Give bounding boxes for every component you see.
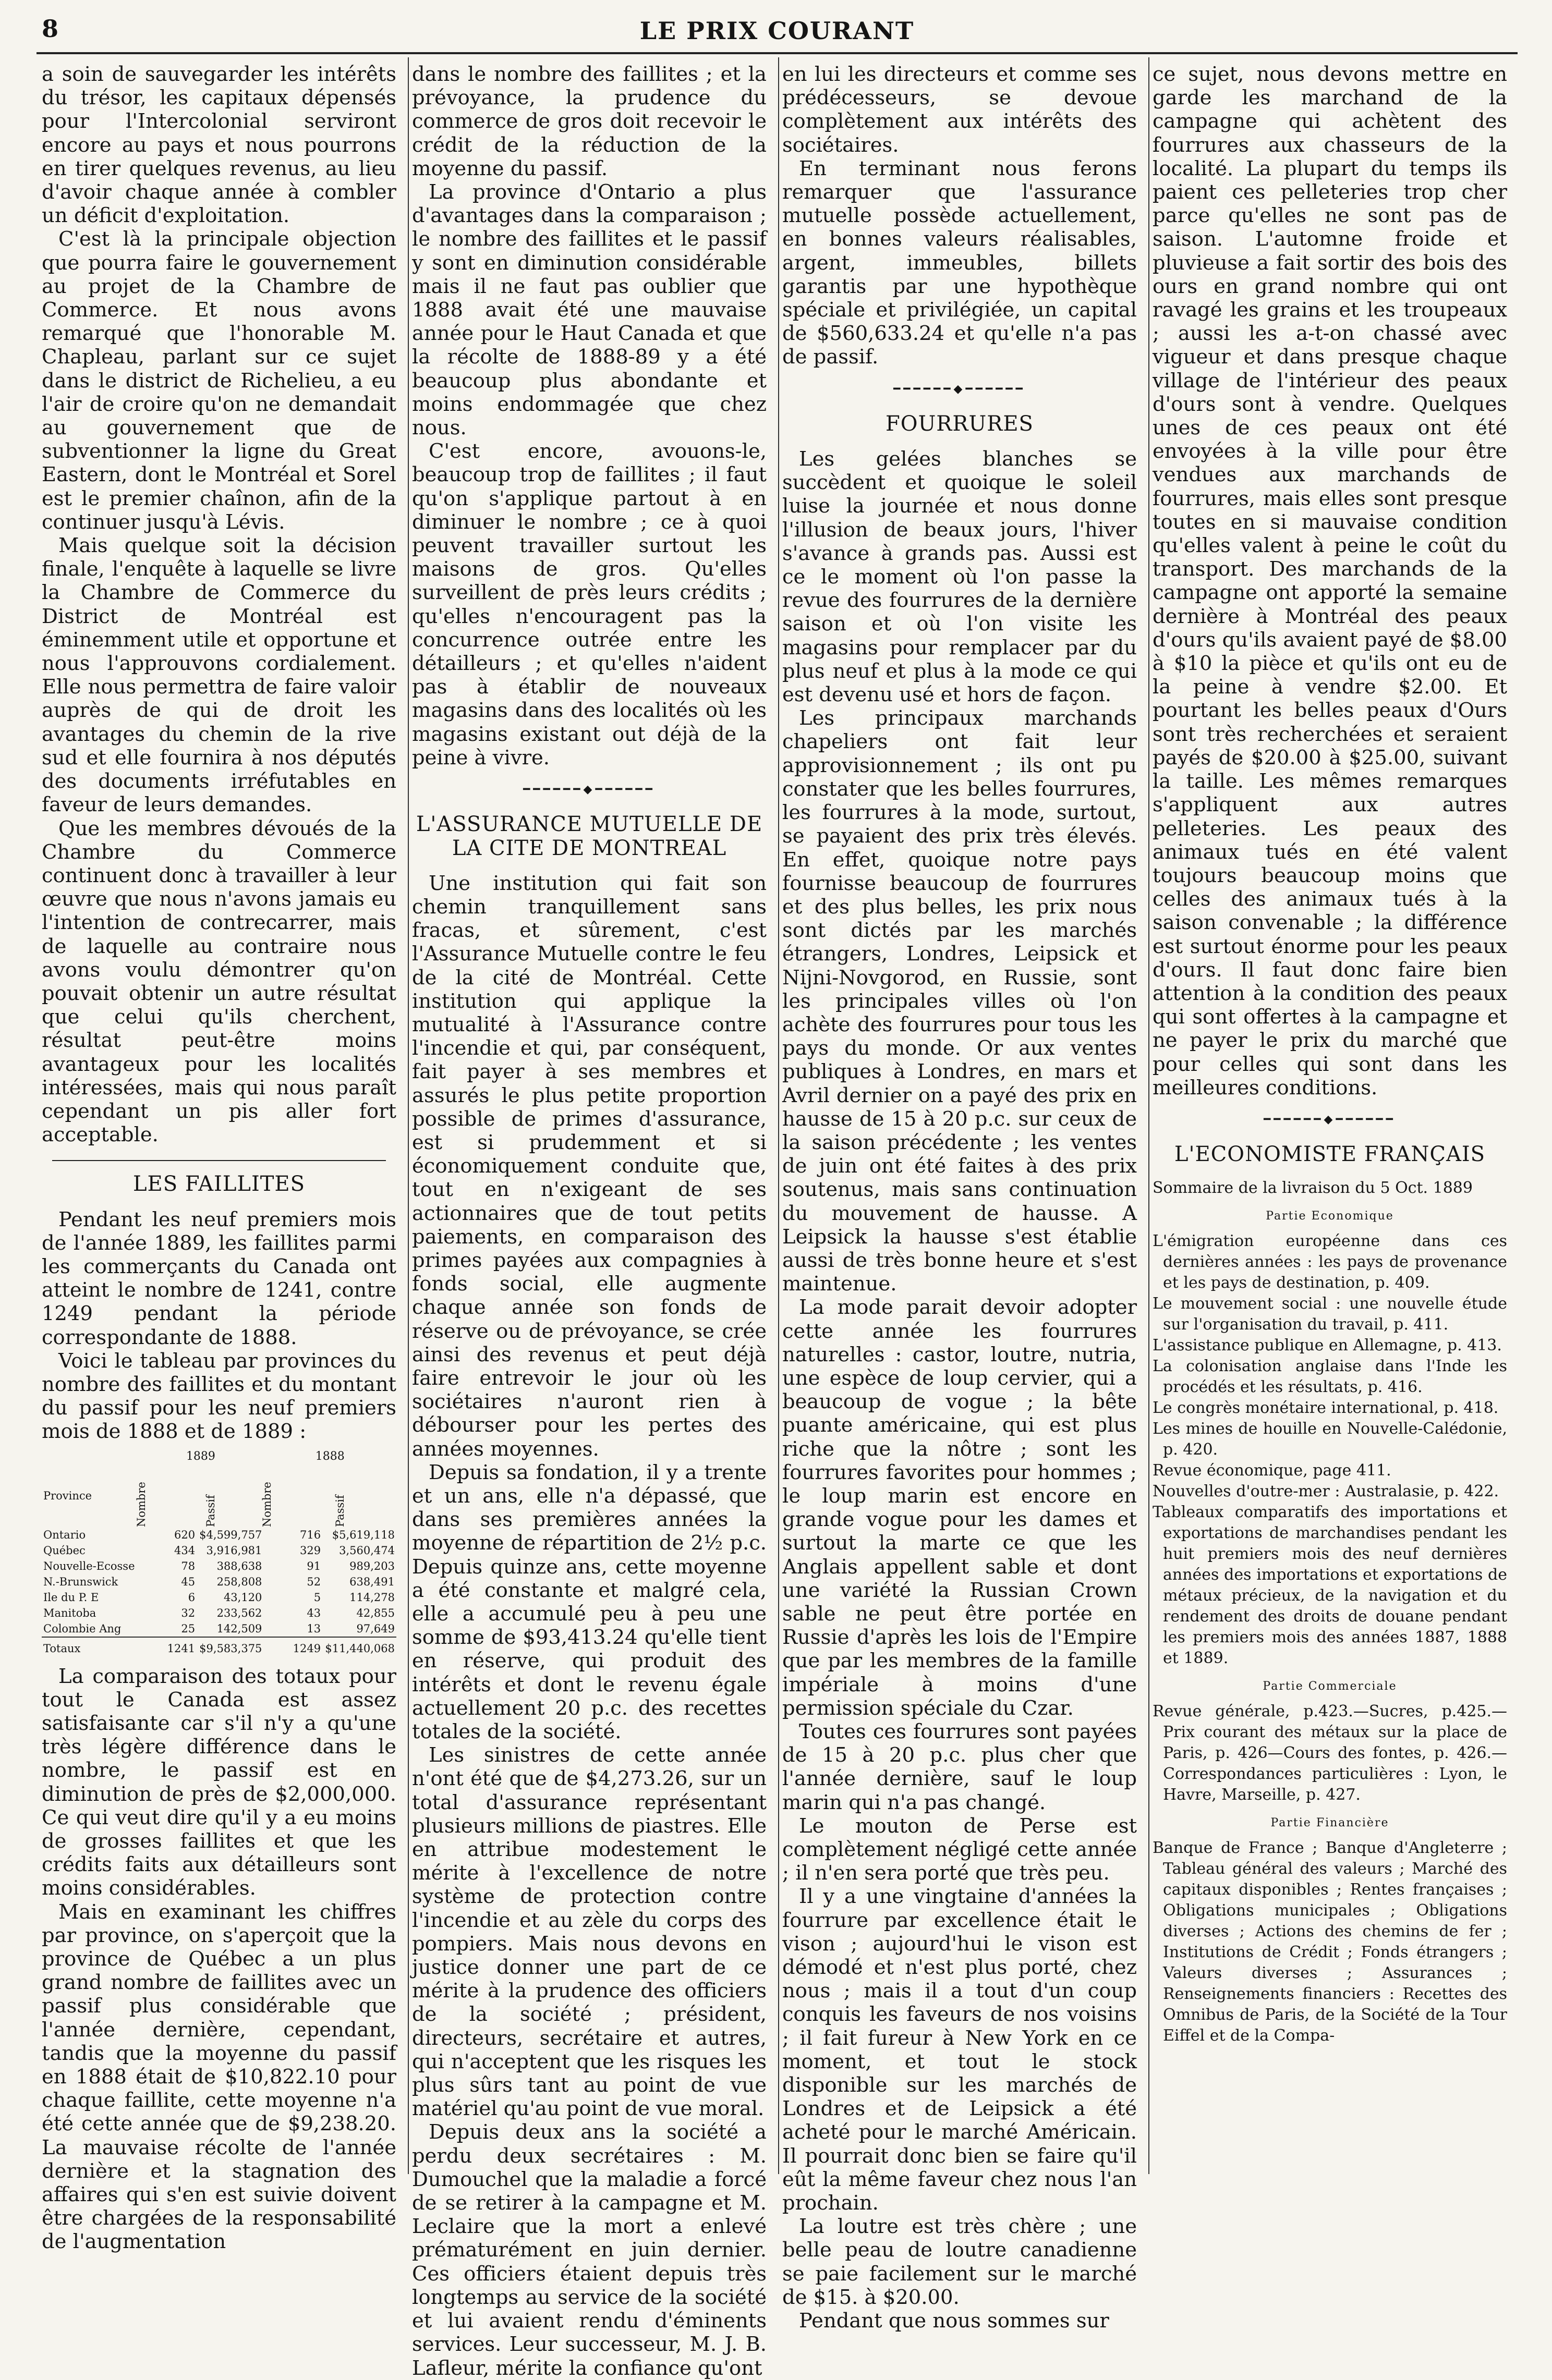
- section-heading-faillites: LES FAILLITES: [132, 1172, 306, 1197]
- cell-passif-1888: 989,203: [349, 1559, 395, 1572]
- subsection-financiere: Partie Financière: [1270, 1816, 1389, 1830]
- section-heading-assurance: L'ASSURANCE MUTUELLE DE LA CITE DE MONTREAL: [416, 812, 763, 860]
- summary-item: Les mines de houille en Nouvelle-Calédonie, p. 420.: [1153, 1420, 1507, 1459]
- column-4: [1153, 63, 1507, 2179]
- col-header-passif: Passif: [334, 1494, 347, 1527]
- table-row: [42, 1590, 396, 1605]
- paragraph: La mode parait devoir adopter cette année les fourrures naturelles : castor, loutre, nutria, une espèce de loup cervier, qui a beaucoup de vogue ; la bête puante américaine, qui est plus riche que la nôtre ; sont les fourrures favorites pour hommes ; le loup marin est encore en grande vogue pour les dames et surtout la marte ce que les Anglais appellent sable et dont une variété la Russian Crown sable ne peut être portée en Russie d'après les lois de l'Empire que par les membres de la famille impériale à moins d'une permission spéciale du Czar.: [782, 1296, 1137, 1720]
- ornament-divider: ━━━━━━◆━━━━━━: [1264, 1113, 1396, 1126]
- cell-passif-1888: 638,491: [349, 1575, 395, 1588]
- summary-item: Le mouvement social : une nouvelle étude sur l'organisation du travail, p. 411.: [1153, 1295, 1507, 1334]
- paragraph: La comparaison des totaux pour tout le Canada est assez satisfaisante car s'il n'y a qu'une très légère différence dans le nombre, le passif est en diminution de près de $2,000,000. Ce qui veut dire qu'il y a eu moins de grosses faillites et que les crédits faits aux détailleurs sont moins considérables.: [42, 1664, 396, 1900]
- cell-nombre-1888: 43: [307, 1606, 321, 1619]
- cell-province: Québec: [43, 1544, 86, 1557]
- cell-passif-1888: $5,619,118: [332, 1528, 395, 1541]
- cell-nombre-1889: 434: [174, 1544, 196, 1557]
- cell-province: Colombie Ang: [43, 1622, 122, 1635]
- summary-item: Revue générale, p.423.—Sucres, p.425.—Prix courant des métaux sur la place de Paris, p. 426—Cours des fontes, p. 426.—Correspondances particulières : Lyon, le Havre, Marseille, p. 427.: [1153, 1702, 1507, 1804]
- cell-nombre-1889: 32: [181, 1606, 196, 1619]
- paragraph: Depuis sa fondation, il y a trente et un ans, elle n'a dépassé, que dans ses premières années la moyenne de répartition de 2½ p.c. Depuis quinze ans, cette moyenne a été constante et malgré cela, elle a accumulé peu à peu une somme de $93,413.24 qu'elle tient en réserve, qui produit des intérêts et dont le revenu égale actuellement 20 p.c. des recettes totales de la société.: [412, 1460, 767, 1744]
- col-header-nombre: Nombre: [135, 1481, 148, 1527]
- cell-passif-1889: 258,808: [216, 1575, 262, 1588]
- cell-nombre-1888: 91: [307, 1559, 321, 1572]
- paragraph: Le mouton de Perse est complètement négligé cette année ; il n'en sera porté que très peu.: [782, 1814, 1137, 1885]
- cell-passif-1889: 233,562: [216, 1606, 262, 1619]
- table-row: [42, 1543, 396, 1558]
- paragraph: Depuis deux ans la société a perdu deux secrétaires : M. Dumouchel que la maladie a forcé de se retirer à la campagne et M. Leclaire que la mort a enlevé prématurément en juin dernier. Ces officiers étaient depuis très longtemps au service de la société et lui avaient rendu d'éminents services. Leur successeur, M. J. B. Lafleur, mérite la confiance qu'ont: [412, 2120, 767, 2380]
- cell-province: Manitoba: [43, 1606, 96, 1619]
- summary-item: Banque de France ; Banque d'Angleterre ; Tableau général des valeurs ; Marché des capitaux disponibles ; Rentes françaises ; Obligations municipales ; Obligations diverses ; Actions des chemins de fer ; Institutions de Crédit ; Fonds étrangers ; Valeurs diverses ; Assurances ; Renseignements financiers : Recettes des Omnibus de Paris, de la Société de la Tour Eiffel et de la Compa-: [1153, 1839, 1507, 2045]
- paragraph: en lui les directeurs et comme ses prédécesseurs, se devoue complètement aux intérêts des sociétaires.: [782, 63, 1137, 157]
- subsection-economique: Partie Economique: [1266, 1210, 1394, 1223]
- total-n2: 1249: [263, 1637, 322, 1656]
- paragraph: ce sujet, nous devons mettre en garde les marchand de la campagne qui achètent des fourrures aux chasseurs de la localité. La plupart du temps ils paient ces pelleteries trop cher parce qu'elles ne sont pas de saison. L'automne froide et pluvieuse a fait sortir des bois des ours en grand nombre qui ont ravagé les grains et les troupeaux ; aussi les a-t-on chassé avec vigueur et dans presque chaque village de l'intérieur des peaux d'ours sont à vendre. Quelques unes de ces peaux ont été envoyées à la ville pour être vendues aux marchands de fourrures, mais elles sont presque toutes en si mauvaise condition qu'elles valent à peine le coût du transport. Des marchands de la campagne ont apporté la semaine dernière à Montréal des peaux d'ours qu'ils avaient payé de $8.00 à $10 la pièce et qu'ils ont eu de la peine à vendre $2.00. Et pourtant les belles peaux d'Ours sont très recherchées et seraient payés de $20.00 à $25.00, suivant la taille. Les mêmes remarques s'appliquent aux autres pelleteries. Les peaux des animaux tués en été valent toujours beaucoup moins que celles des animaux tués à la saison convenable ; la différence est surtout énorme pour les peaux d'ours. Il faut donc faire bien attention à la condition des peaux qui sont offertes à la campagne et ne payer le prix du marché que pour celles qui sont dans les meilleures conditions.: [1153, 63, 1507, 1100]
- cell-nombre-1889: 78: [181, 1559, 196, 1572]
- col-header-province: Province: [43, 1489, 92, 1502]
- page-body: [42, 63, 1523, 2380]
- table-row: [42, 1558, 396, 1574]
- paragraph: Mais quelque soit la décision finale, l'enquête à laquelle se livre la Chambre de Commerce du District de Montréal est éminemment utile et opportune et nous l'approuvons cordialement. Elle nous permettra de faire valoir auprès de qui de droit les avantages du chemin de la rive sud et elle fournira à nos députés des documents irréfutables en faveur de leurs demandes.: [42, 534, 396, 817]
- table-row: [42, 1621, 396, 1637]
- paragraph: Les gelées blanches se succèdent et quoique le soleil luise la journée et nous donne l'illusion de beaux jours, l'hiver s'avance à grands pas. Aussi est ce le moment où l'on passe la revue des fourrures de la dernière saison et où l'on visite les magasins pour remplacer par du plus neuf et plus à la mode ce qui est devenu usé et hors de façon.: [782, 447, 1137, 707]
- cell-passif-1888: 3,560,474: [339, 1544, 395, 1557]
- cell-province: N.-Brunswick: [43, 1575, 118, 1588]
- paragraph: Pendant les neuf premiers mois de l'année 1889, les faillites parmi les commerçants du Canada ont atteint le nombre de 1241, contre 1249 pendant la période correspondante de 1888.: [42, 1207, 396, 1349]
- paragraph: La province d'Ontario a plus d'avantages dans la comparaison ; le nombre des faillites et le passif y sont en diminution considérable mais il ne faut pas oublier que 1888 avait été une mauvaise année pour le Haut Canada et que la récolte de 1888-89 y a été beaucoup plus abondante et moins endommagée que chez nous.: [412, 180, 767, 440]
- cell-passif-1888: 97,649: [356, 1622, 395, 1635]
- table-body: [42, 1527, 396, 1637]
- cell-nombre-1889: 45: [181, 1575, 196, 1588]
- summary-intro: Sommaire de la livraison du 5 Oct. 1889: [1153, 1179, 1473, 1198]
- economiste-summary: [1153, 1178, 1507, 2046]
- cell-nombre-1888: 13: [307, 1622, 321, 1635]
- faillites-table: [42, 1449, 396, 1656]
- paragraph: La loutre est très chère ; une belle peau de loutre canadienne se paie facilement sur le marché de $15. à $20.00.: [782, 2215, 1137, 2309]
- cell-passif-1889: 43,120: [223, 1591, 262, 1604]
- paragraph: dans le nombre des faillites ; et la prévoyance, la prudence du commerce de gros doit recevoir le crédit de la réduction de la moyenne du passif.: [412, 63, 767, 180]
- section-heading-economiste: L'ECONOMISTE FRANÇAIS: [1174, 1142, 1486, 1167]
- paragraph: En terminant nous ferons remarquer que l'assurance mutuelle possède actuellement, en bonnes valeurs réalisables, argent, immeubles, billets garantis par une hypothèque spéciale et privilégiée, un capital de $560,633.24 et qu'elle n'a pas de passif.: [782, 156, 1137, 369]
- cell-nombre-1888: 5: [313, 1591, 321, 1604]
- table-row: [42, 1605, 396, 1621]
- summary-item: Revue économique, page 411.: [1153, 1461, 1391, 1480]
- cell-province: Nouvelle-Ecosse: [43, 1559, 135, 1572]
- paragraph: Que les membres dévoués de la Chambre du Commerce continuent donc à travailler à leur œuvre que nous n'avons jamais eu l'intention de contrecarrer, mais de laquelle au contraire nous avons voulu démontrer qu'on pouvait obtenir un autre résultat que celui qu'ils cherchent, résultat peut-être moins avantageux pour les localités intéressées, mais qui nous paraît cependant un pis aller fort acceptable.: [42, 816, 396, 1147]
- column-2: [412, 63, 767, 2380]
- cell-nombre-1889: 620: [174, 1528, 196, 1541]
- total-p1: $9,583,375: [197, 1637, 263, 1656]
- table-header-row: [42, 1464, 396, 1527]
- section-divider: [52, 1160, 386, 1161]
- table-total-row: [42, 1637, 396, 1656]
- paragraph: C'est encore, avouons-le, beaucoup trop de faillites ; il faut qu'on s'applique partout à en diminuer le nombre ; ce à quoi peuvent travailler surtout les maisons de gros. Qu'elles surveillent de près leurs crédits ; qu'elles n'encouragent pas la concurrence outrée entre les détailleurs ; et qu'elles n'aident pas à établir de nouveaux magasins dans des localités où les magasins existant out déjà de la peine à vivre.: [412, 440, 767, 770]
- table-row: [42, 1574, 396, 1590]
- cell-passif-1889: 142,509: [216, 1622, 262, 1635]
- column-3: [782, 63, 1137, 2333]
- cell-passif-1888: 42,855: [356, 1606, 395, 1619]
- summary-item: Nouvelles d'outre-mer : Australasie, p. 422.: [1153, 1482, 1499, 1501]
- paragraph: Mais en examinant les chiffres par province, on s'aperçoit que la province de Québec a un plus grand nombre de faillites avec un passif plus considérable que l'année dernière, cependant, tandis que la moyenne du passif en 1888 était de $10,822.10 pour chaque faillite, cette moyenne n'a été cette année que de $9,238.20. La mauvaise récolte de l'année dernière et la stagnation des affaires qui s'en est suivie doivent être chargées de la responsabilité de l'augmentation: [42, 1900, 396, 2254]
- paragraph: Toutes ces fourrures sont payées de 15 à 20 p.c. plus cher que l'année dernière, sauf le loup marin qui n'a pas changé.: [782, 1720, 1137, 1814]
- ornament-divider: ━━━━━━◆━━━━━━: [893, 382, 1026, 396]
- col-header-passif: Passif: [204, 1494, 217, 1527]
- cell-province: Ontario: [43, 1528, 86, 1541]
- summary-item: L'assistance publique en Allemagne, p. 413.: [1153, 1336, 1502, 1355]
- ornament-divider: ━━━━━━◆━━━━━━: [523, 783, 656, 797]
- cell-passif-1889: 388,638: [216, 1559, 262, 1572]
- cell-nombre-1889: 6: [188, 1591, 196, 1604]
- subsection-commerciale: Partie Commerciale: [1263, 1680, 1397, 1693]
- paragraph: Une institution qui fait son chemin tranquillement sans fracas, et sûrement, c'est l'Assurance Mutuelle contre le feu de la cité de Montréal. Cette institution qui applique la mutualité à l'Assurance contre l'incendie et qui, par conséquent, fait payer à ses membres et assurés le plus petite proportion possible de primes d'assurance, est si prudemment et si économiquement conduite que, tout en n'exigeant de ses actionnaires que de tout petits paiements, en comparaison des primes payées aux compagnies à fonds social, elle augmente chaque année son fonds de réserve ou de prévoyance, se crée ainsi des revenus et peut déjà faire entrevoir le jour où les sociétaires n'auront rien à débourser pour les pertes des années moyennes.: [412, 871, 767, 1461]
- cell-passif-1888: 114,278: [349, 1591, 395, 1604]
- cell-nombre-1889: 25: [181, 1622, 196, 1635]
- summary-item: L'émigration européenne dans ces dernières années : les pays de provenance et les pays de destination, p. 409.: [1153, 1232, 1507, 1292]
- paragraph: Les sinistres de cette année n'ont été que de $4,273.26, sur un total d'assurance représentant plusieurs millions de piastres. Elle en attribue modestement le mérite à l'excellence de notre système de protection contre l'incendie et au zèle du corps des pompiers. Mais nous devons en justice donner une part de ce mérite à la prudence des officiers de la société ; président, directeurs, secrétaire et autres, qui n'acceptent que les risques les plus sûrs tant au point de vue matériel qu'au point de vue moral.: [412, 1743, 767, 2121]
- table-row: [42, 1527, 396, 1543]
- cell-province: Ile du P. E: [43, 1591, 99, 1604]
- paragraph: Pendant que nous sommes sur: [799, 2309, 1109, 2333]
- cell-nombre-1888: 52: [307, 1575, 321, 1588]
- cell-nombre-1888: 716: [299, 1528, 321, 1541]
- total-label: Totaux: [42, 1637, 138, 1656]
- cell-passif-1889: 3,916,981: [206, 1544, 262, 1557]
- summary-item: Le congrès monétaire international, p. 418.: [1153, 1399, 1499, 1418]
- total-p2: $11,440,068: [322, 1637, 396, 1656]
- newspaper-title: LE PRIX COURANT: [639, 17, 915, 45]
- cell-passif-1889: $4,599,757: [199, 1528, 262, 1541]
- masthead: [37, 15, 1518, 54]
- paragraph: a soin de sauvegarder les intérêts du trésor, les capitaux dépensés pour l'Intercolonial serviront encore au pays et nous pourrons en tirer quelques revenus, au lieu d'avoir chaque année à combler un déficit d'exploitation.: [42, 63, 396, 228]
- page-number: 8: [42, 15, 59, 43]
- year-1888: 1888: [315, 1449, 345, 1463]
- paragraph: Il y a une vingtaine d'années la fourrure par excellence était le vison ; aujourd'hui le vison est démodé et n'est plus porté, chez nous ; mais il a tout d'un coup conquis les faveurs de nos voisins ; il fait fureur à New York en ce moment, et tout le stock disponible sur les marchés de Londres et de Leipsick a été acheté pour le marché Américain. Il pourrait donc bien se faire qu'il eût la même faveur chez nous l'an prochain.: [782, 1885, 1137, 2215]
- table-year-row: [42, 1449, 396, 1464]
- section-heading-fourrures: FOURRURES: [886, 411, 1034, 436]
- year-1889: 1889: [186, 1449, 215, 1463]
- column-1: [42, 63, 396, 2254]
- cell-nombre-1888: 329: [299, 1544, 321, 1557]
- total-n1: 1241: [138, 1637, 197, 1656]
- paragraph: C'est là la principale objection que pourra faire le gouvernement au projet de la Chambre de Commerce. Et nous avons remarqué que l'honorable M. Chapleau, parlant sur ce sujet dans le district de Richelieu, a eu l'air de croire qu'on ne demandait au gouvernement que de subventionner la ligne du Great Eastern, dont le Montréal et Sorel est le premier chaînon, afin de la continuer jusqu'à Lévis.: [42, 227, 396, 534]
- paragraph: Voici le tableau par provinces du nombre des faillites et du montant du passif pour les neuf premiers mois de 1888 et de 1889 :: [42, 1349, 396, 1444]
- summary-item: Tableaux comparatifs des importations et exportations de marchandises pendant les huit premiers mois des neuf dernières années des importations et exportations de métaux précieux, de la navigation et du rendement des droits de douane pendant les premiers mois des années 1887, 1888 et 1889.: [1153, 1503, 1507, 1668]
- summary-item: La colonisation anglaise dans l'Inde les procédés et les résultats, p. 416.: [1153, 1357, 1507, 1397]
- paragraph: Les principaux marchands chapeliers ont fait leur approvisionnement ; ils ont pu constater que les belles fourrures, les fourrures à la mode, surtout, se payaient des prix très élevés. En effet, quoique notre pays fournisse beaucoup de fourrures et des plus belles, les prix nous sont dictés par les marchés étrangers, Londres, Leipsick et Nijni-Novgorod, en Russie, sont les principales villes où l'on achète des fourrures pour tous les pays du monde. Or aux ventes publiques à Londres, en mars et Avril dernier on a payé des prix en hausse de 15 à 20 p.c. sur ceux de la saison précédente ; les ventes de juin ont été faites à des prix soutenus, mais sans continuation du mouvement de hausse. A Leipsick la hausse s'est établie aussi de très bonne heure et s'est maintenue.: [782, 706, 1137, 1296]
- col-header-nombre: Nombre: [261, 1481, 274, 1527]
